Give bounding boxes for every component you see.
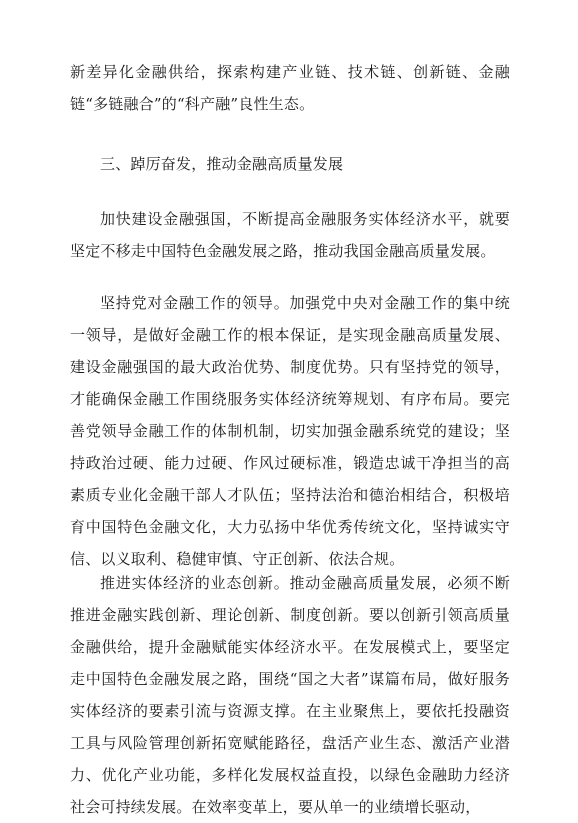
section-heading: 三、踔厉奋发，推动金融高质量发展 — [100, 155, 344, 173]
paragraph-intro: 加快建设金融强国，不断提高金融服务实体经济水平，就要坚定不移走中国特色金融发展之路，推动我国金融高质量发展。 — [70, 210, 510, 260]
paragraph-party-leadership: 坚持党对金融工作的领导。加强党中央对金融工作的集中统一领导，是做好金融工作的根本保证，是实现金融高质量发展、建设金融强国的最大政治优势、制度优势。只有坚持党的领导，才能确保金融工作围绕服务实体经济统筹规划、有序布局。要完善党领导金融工作的体制机制，切实加强金融系统党的建设；坚持政治过硬、能力过硬、作风过硬标准，锻造忠诚干净担当的高素质专业化金融干部人才队伍；坚持法治和德治相结合，积极培育中国特色金融文化，大力弘扬中华优秀传统文化，坚持诚实守信、以义取利、稳健审慎、守正创新、依法合规。 — [70, 294, 510, 568]
paragraph-innovation: 推进实体经济的业态创新。推动金融高质量发展，必须不断推进金融实践创新、理论创新、制度创新。要以创新引领高质量金融供给，提升金融赋能实体经济水平。在发展模式上，要坚定走中国特色金融发展之路，围绕“国之大者”谋篇布局，做好服务实体经济的要素引流与资源支撑。在主业聚焦上，要依托投融资工具与风险管理创新拓宽赋能路径，盘活产业生态、激活产业潜力、优化产业功能，多样化发展权益直投，以绿色金融助力经济社会可持续发展。在效率变革上，要从单一的业绩增长驱动， — [70, 574, 510, 816]
paragraph-continued: 新差异化金融供给，探索构建产业链、技术链、创新链、金融链“多链融合”的“科产融”良性生态。 — [70, 63, 510, 113]
